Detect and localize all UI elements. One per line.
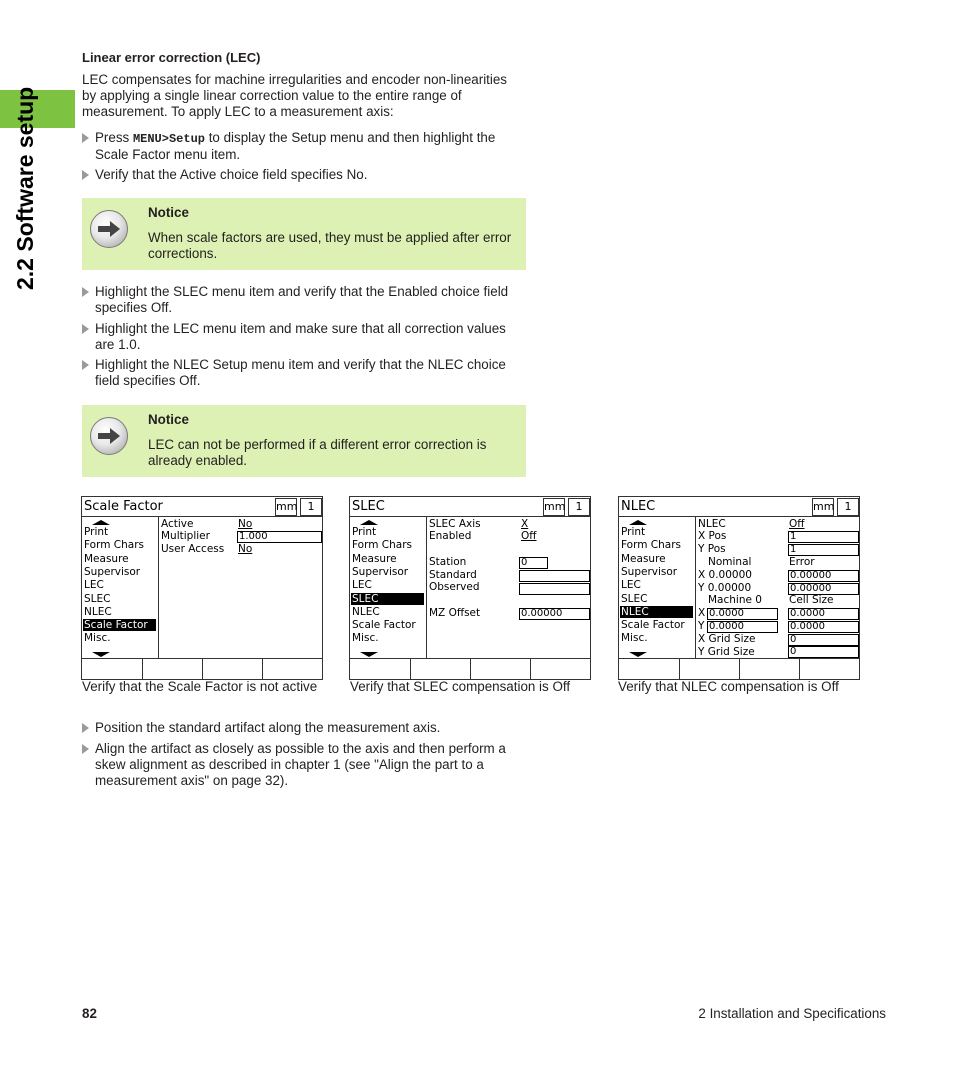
step-text: Highlight the NLEC Setup menu item and verify that the NLEC choice field specifies Off. bbox=[95, 357, 506, 388]
menu-item-misc-[interactable]: Misc. bbox=[84, 632, 111, 645]
softkey-row bbox=[350, 658, 590, 679]
bullet-arrow-icon bbox=[82, 324, 89, 334]
standard-label: Standard bbox=[429, 569, 477, 581]
bullet-arrow-icon bbox=[82, 744, 89, 754]
notice-box-1 bbox=[82, 198, 526, 270]
standard-field[interactable] bbox=[519, 570, 590, 582]
error-label: Error bbox=[789, 556, 815, 568]
user-access-choice[interactable]: No bbox=[238, 543, 253, 555]
y-grid-size-field[interactable]: 0 bbox=[788, 646, 859, 658]
step-text-pre: Press bbox=[95, 130, 133, 145]
enabled-label: Enabled bbox=[429, 530, 472, 542]
screen-title: SLEC bbox=[352, 499, 385, 514]
step-lec bbox=[82, 321, 525, 353]
bullet-arrow-icon bbox=[82, 723, 89, 733]
menu-item-nlec[interactable]: NLEC bbox=[352, 605, 380, 618]
menu-item-misc-[interactable]: Misc. bbox=[352, 632, 379, 645]
mz-offset-field[interactable]: 0.00000 bbox=[519, 608, 590, 620]
bullet-arrow-icon bbox=[82, 170, 89, 180]
softkey-4[interactable] bbox=[531, 659, 589, 679]
softkey-3[interactable] bbox=[203, 659, 263, 679]
menu-item-lec[interactable]: LEC bbox=[352, 579, 372, 592]
active-choice[interactable]: No bbox=[238, 518, 253, 530]
step-press-menu bbox=[82, 130, 525, 163]
nlec-label: NLEC bbox=[698, 518, 726, 530]
x-grid-size-label: X Grid Size bbox=[698, 633, 756, 645]
caption-slec: Verify that SLEC compensation is Off bbox=[350, 679, 571, 694]
observed-field[interactable] bbox=[519, 583, 590, 595]
unit-indicator: mm bbox=[275, 498, 297, 516]
step-text: Highlight the SLEC menu item and verify that the Enabled choice field specifies Off. bbox=[95, 284, 509, 315]
machine-zero-label: Machine 0 bbox=[708, 594, 762, 606]
bullet-arrow-icon bbox=[82, 360, 89, 370]
step-text: Verify that the Active choice field specifies No. bbox=[95, 167, 368, 182]
screen-scale-factor bbox=[81, 496, 323, 680]
menu-item-measure[interactable]: Measure bbox=[84, 552, 129, 565]
intro-paragraph: LEC compensates for machine irregularities and encoder non-linearities by applying a single linear correction value to the entire range of measurement. To apply LEC to a measurement axis: bbox=[82, 72, 508, 119]
page-number: 82 bbox=[82, 1006, 97, 1021]
bullet-arrow-icon bbox=[82, 287, 89, 297]
chapter-footer: 2 Installation and Specifications bbox=[698, 1006, 886, 1021]
scroll-down-icon[interactable] bbox=[92, 652, 110, 657]
enabled-choice[interactable]: Off bbox=[521, 530, 537, 542]
menu-item-print[interactable]: Print bbox=[352, 526, 377, 538]
x-pos-label: X Pos bbox=[698, 530, 727, 542]
version-indicator: 1 bbox=[568, 498, 590, 516]
softkey-1[interactable] bbox=[350, 659, 411, 679]
softkey-3[interactable] bbox=[740, 659, 800, 679]
y-error-field[interactable]: 0.00000 bbox=[788, 583, 859, 595]
menu-item-measure[interactable]: Measure bbox=[621, 552, 666, 565]
station-label: Station bbox=[429, 556, 467, 568]
softkey-4[interactable] bbox=[263, 659, 321, 679]
screen-title: NLEC bbox=[621, 499, 656, 514]
menu-item-nlec[interactable]: NLEC bbox=[620, 606, 693, 618]
scroll-up-icon[interactable] bbox=[92, 520, 110, 525]
screen-slec bbox=[349, 496, 591, 680]
cell-size-x-field[interactable]: 0.0000 bbox=[788, 608, 859, 620]
step-text-post: to display the Setup menu and then highlight the Scale Factor menu item. bbox=[95, 130, 496, 162]
step-verify-active bbox=[82, 167, 525, 183]
setup-menu bbox=[82, 517, 159, 658]
mz-offset-label: MZ Offset bbox=[429, 607, 481, 619]
machine-zero-x-prefix: X bbox=[698, 607, 706, 619]
softkey-3[interactable] bbox=[471, 659, 531, 679]
version-indicator: 1 bbox=[300, 498, 322, 516]
setup-menu bbox=[619, 517, 696, 658]
notice-text: LEC can not be performed if a different error correction is already enabled. bbox=[148, 437, 487, 468]
menu-item-supervisor[interactable]: Supervisor bbox=[621, 565, 678, 578]
step-position-artifact bbox=[82, 720, 525, 736]
softkey-2[interactable] bbox=[143, 659, 203, 679]
menu-item-nlec[interactable]: NLEC bbox=[84, 605, 112, 618]
user-access-label: User Access bbox=[161, 543, 225, 555]
menu-item-slec[interactable]: SLEC bbox=[621, 592, 648, 605]
notice-title: Notice bbox=[148, 205, 189, 220]
scroll-up-icon[interactable] bbox=[360, 520, 378, 525]
step-text: Highlight the LEC menu item and make sure that all correction values are 1.0. bbox=[95, 321, 506, 352]
caption-nlec: Verify that NLEC compensation is Off bbox=[618, 679, 839, 694]
section-tab-title: 2.2 Software setup bbox=[12, 86, 38, 290]
screen-nlec bbox=[618, 496, 860, 680]
unit-indicator: mm bbox=[812, 498, 834, 516]
menu-item-misc-[interactable]: Misc. bbox=[621, 632, 648, 645]
slec-axis-choice[interactable]: X bbox=[521, 518, 529, 530]
menu-setup-code: MENU>Setup bbox=[132, 132, 205, 146]
menu-item-print[interactable]: Print bbox=[84, 526, 109, 538]
screen-title-bar bbox=[619, 497, 859, 517]
x-grid-size-field[interactable]: 0 bbox=[788, 634, 859, 646]
screen-title-bar bbox=[82, 497, 322, 517]
menu-item-supervisor[interactable]: Supervisor bbox=[84, 565, 141, 578]
softkey-row bbox=[82, 658, 322, 679]
setup-menu bbox=[350, 517, 427, 658]
screen-title-bar bbox=[350, 497, 590, 517]
menu-item-form-chars[interactable]: Form Chars bbox=[352, 539, 412, 552]
menu-item-supervisor[interactable]: Supervisor bbox=[352, 565, 409, 578]
softkey-row bbox=[619, 658, 859, 679]
x-pos-field[interactable]: 1 bbox=[788, 531, 859, 543]
nominal-label: Nominal bbox=[708, 556, 752, 568]
notice-arrow-icon bbox=[90, 417, 128, 455]
y-grid-size-label: Y Grid Size bbox=[698, 646, 755, 658]
step-nlec bbox=[82, 357, 525, 389]
menu-item-form-chars[interactable]: Form Chars bbox=[84, 539, 144, 552]
step-slec bbox=[82, 284, 525, 316]
machine-zero-y-field[interactable]: 0.0000 bbox=[707, 621, 778, 633]
y-pos-label: Y Pos bbox=[698, 543, 726, 555]
scroll-up-icon[interactable] bbox=[629, 520, 647, 525]
y-pos-field[interactable]: 1 bbox=[788, 544, 859, 556]
unit-indicator: mm bbox=[543, 498, 565, 516]
version-indicator: 1 bbox=[837, 498, 859, 516]
scroll-down-icon[interactable] bbox=[360, 652, 378, 657]
multiplier-field[interactable]: 1.000 bbox=[237, 531, 322, 543]
softkey-2[interactable] bbox=[680, 659, 740, 679]
caption-scale-factor: Verify that the Scale Factor is not active bbox=[82, 679, 318, 694]
menu-item-scale-factor[interactable]: Scale Factor bbox=[621, 619, 685, 632]
step-align-artifact bbox=[82, 741, 525, 789]
menu-item-slec[interactable]: SLEC bbox=[84, 592, 111, 605]
softkey-1[interactable] bbox=[619, 659, 680, 679]
menu-item-lec[interactable]: LEC bbox=[621, 579, 641, 592]
menu-item-lec[interactable]: LEC bbox=[84, 579, 104, 592]
slec-axis-label: SLEC Axis bbox=[429, 518, 481, 530]
x-nominal: X 0.00000 bbox=[698, 569, 752, 581]
step-text: Align the artifact as closely as possible to the axis and then perform a skew alignment as described in chapter 1 (see "Align the part to a measurement axis" on page 32). bbox=[95, 741, 506, 788]
station-field[interactable]: 0 bbox=[519, 557, 548, 569]
notice-title: Notice bbox=[148, 412, 189, 427]
notice-box-2 bbox=[82, 405, 526, 477]
softkey-2[interactable] bbox=[411, 659, 471, 679]
active-label: Active bbox=[161, 518, 194, 530]
menu-item-measure[interactable]: Measure bbox=[352, 552, 397, 565]
y-nominal: Y 0.00000 bbox=[698, 582, 752, 594]
nlec-choice[interactable]: Off bbox=[789, 518, 805, 530]
multiplier-label: Multiplier bbox=[161, 530, 210, 542]
screen-title: Scale Factor bbox=[84, 499, 163, 514]
menu-item-slec[interactable]: SLEC bbox=[351, 593, 424, 605]
machine-zero-y-prefix: Y bbox=[698, 620, 705, 632]
menu-item-scale-factor[interactable]: Scale Factor bbox=[352, 619, 416, 632]
x-error-field[interactable]: 0.00000 bbox=[788, 570, 859, 582]
softkey-1[interactable] bbox=[82, 659, 143, 679]
scroll-down-icon[interactable] bbox=[629, 652, 647, 657]
step-text: Position the standard artifact along the measurement axis. bbox=[95, 720, 441, 735]
section-heading: Linear error correction (LEC) bbox=[82, 50, 261, 65]
menu-item-scale-factor[interactable]: Scale Factor bbox=[83, 619, 156, 631]
cell-size-y-field[interactable]: 0.0000 bbox=[788, 621, 859, 633]
cell-size-label: Cell Size bbox=[789, 594, 834, 606]
machine-zero-x-field[interactable]: 0.0000 bbox=[707, 608, 778, 620]
menu-item-form-chars[interactable]: Form Chars bbox=[621, 539, 681, 552]
notice-text: When scale factors are used, they must be applied after error corrections. bbox=[148, 230, 512, 261]
menu-item-print[interactable]: Print bbox=[621, 526, 646, 538]
notice-arrow-icon bbox=[90, 210, 128, 248]
observed-label: Observed bbox=[429, 581, 480, 593]
bullet-arrow-icon bbox=[82, 133, 89, 143]
softkey-4[interactable] bbox=[800, 659, 858, 679]
